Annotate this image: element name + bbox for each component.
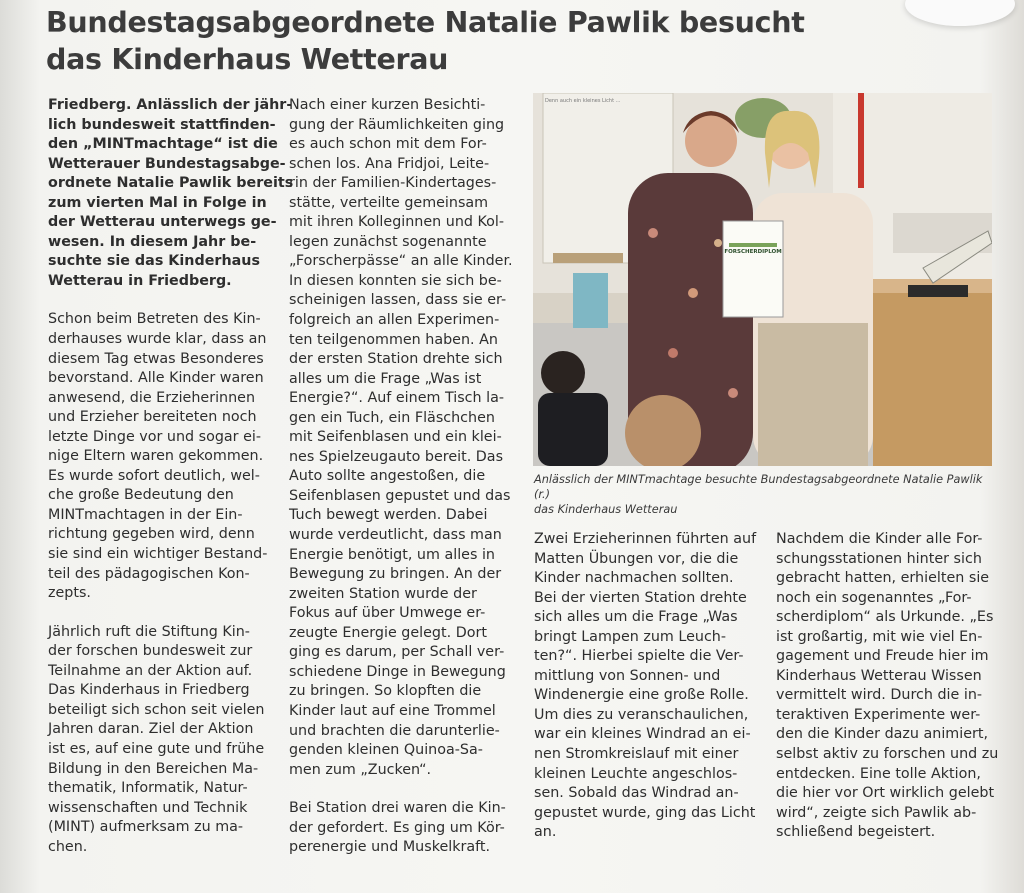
text-line: wird“, zeigte sich Pawlik ab- — [776, 804, 977, 821]
text-line: es auch schon mit dem For- — [289, 136, 487, 153]
text-line: Um dies zu veranschaulichen, — [534, 706, 749, 723]
paragraph — [776, 530, 998, 843]
text-line: Zwei Erzieherinnen führten auf — [534, 531, 757, 547]
article-column-1 — [48, 96, 293, 876]
text-line: Kinder laut auf eine Trommel — [289, 702, 496, 719]
text-line: Wetterauer Bundestagsabge- — [48, 155, 286, 172]
article-column-3 — [534, 530, 756, 862]
text-line: die hier vor Ort wirklich gelebt — [776, 785, 995, 802]
text-line: ist es, auf eine gute und frühe — [48, 740, 265, 757]
text-line: mit ihren Kolleginnen und Kol- — [289, 214, 505, 231]
article-column-2 — [289, 96, 513, 877]
text-line: stätte, verteilte gemeinsam — [289, 194, 489, 211]
text-line: derhauses wurde klar, dass an — [48, 331, 267, 348]
headline-line-1: Bundestagsabgeordnete Natalie Pawlik besucht — [46, 6, 805, 39]
paragraph — [289, 96, 513, 780]
text-line: Bildung in den Bereichen Ma- — [48, 760, 259, 777]
text-line: wurde verdeutlicht, dass man — [289, 527, 502, 544]
text-line: ten?“. Hierbei spielte die Ver- — [534, 648, 744, 665]
svg-text:Denn auch ein kleines Licht ..: Denn auch ein kleines Licht ... — [545, 98, 621, 104]
text-line: In diesen konnten sie sich be- — [289, 272, 502, 289]
text-line: vermittelt wird. Durch die in- — [776, 687, 983, 704]
paragraph — [289, 799, 513, 858]
text-line: noch ein sogenanntes „For- — [776, 589, 972, 606]
text-line: beteiligt sich schon seit vielen — [48, 701, 265, 718]
text-line: legen zunächst sogenannte — [289, 233, 487, 250]
text-line: der Wetterau unterwegs ge- — [48, 214, 277, 231]
text-line: nes Spielzeugauto bereit. Das — [289, 448, 504, 465]
text-line: war ein kleines Windrad an ei- — [534, 726, 751, 743]
text-line: Bei Station drei waren die Kin- — [289, 800, 506, 817]
article-column-4 — [776, 530, 998, 862]
text-line: diesem Tag etwas Besonderes — [48, 350, 264, 367]
text-line: (MINT) aufmerksam zu ma- — [48, 819, 244, 836]
photo-caption — [534, 472, 994, 517]
text-line: genden kleinen Quinoa-Sa- — [289, 742, 483, 759]
text-line: „Forscherpässe“ an alle Kinder. — [289, 253, 513, 270]
text-line: teil des pädagogischen Kon- — [48, 565, 250, 582]
text-line: alles um die Frage „Was ist — [289, 370, 482, 387]
text-line: zeugte Energie gelegt. Dort — [289, 624, 487, 641]
text-line: der ersten Station drehte sich — [289, 351, 503, 368]
text-line: Auto sollte angestoßen, die — [289, 468, 486, 485]
text-line: Jahren daran. Ziel der Aktion — [48, 721, 254, 738]
text-line: ging es darum, per Schall ver- — [289, 644, 505, 661]
text-line: gen ein Tuch, ein Fläschchen — [289, 409, 495, 426]
text-line: sen. Sobald das Windrad an- — [534, 785, 739, 802]
text-line: Teilnahme an der Aktion auf. — [48, 662, 253, 679]
text-line: scherdiplom“ als Urkunde. „Es — [776, 609, 994, 626]
text-line: mit Seifenblasen und ein klei- — [289, 429, 502, 446]
text-line: bevorstand. Alle Kinder waren — [48, 370, 264, 387]
text-line: richtung gegeben wird, denn — [48, 526, 255, 543]
text-line: Fokus auf über Umwege er- — [289, 605, 486, 622]
article-headline — [46, 4, 846, 78]
text-line: Windenergie eine große Rolle. — [534, 687, 749, 704]
text-line: chen. — [48, 838, 88, 855]
text-line: nen Stromkreislauf mit einer — [534, 746, 739, 763]
text-line: Tuch bewegt werden. Dabei — [289, 507, 488, 524]
text-line: entdecken. Eine tolle Aktion, — [776, 765, 981, 782]
text-line: scheinigen lassen, dass sie er- — [289, 292, 507, 309]
caption-line-2: das Kinderhaus Wetterau — [534, 503, 678, 516]
text-line: Matten Übungen vor, die die — [534, 550, 739, 567]
paragraph — [48, 310, 293, 603]
text-line: selbst aktiv zu forschen und zu — [776, 746, 999, 763]
text-line: che große Bedeutung den — [48, 487, 234, 504]
paragraph — [48, 623, 293, 858]
text-line: zum vierten Mal in Folge in — [48, 194, 267, 211]
text-line: gebracht hatten, erhielten sie — [776, 570, 990, 587]
caption-line-1: Anlässlich der MINTmachtage besuchte Bundestagsabgeordnete Natalie Pawlik (r.) — [534, 473, 983, 501]
text-line: teraktiven Experimente wer- — [776, 706, 981, 723]
text-line: Bei der vierten Station drehte — [534, 589, 747, 606]
text-line: Kinder nachmachen sollten. — [534, 570, 734, 587]
text-line: wesen. In diesem Jahr be- — [48, 233, 257, 250]
text-line: men zum „Zucken“. — [289, 761, 432, 778]
text-line: schen los. Ana Fridjoi, Leite- — [289, 155, 490, 172]
text-line: Nach einer kurzen Besichti- — [289, 97, 486, 113]
text-line: ten teilgenommen haben. An — [289, 331, 498, 348]
lead-paragraph — [48, 96, 293, 291]
text-line: der gefordert. Es ging um Kör- — [289, 819, 505, 836]
text-line: wissenschaften und Technik — [48, 799, 248, 816]
text-line: und brachten die darunterlie- — [289, 722, 500, 739]
text-line: der forschen bundesweit zur — [48, 643, 253, 660]
text-line: nige Eltern waren gekommen. — [48, 448, 264, 465]
text-line: zweiten Station wurde der — [289, 585, 477, 602]
text-line: sich alles um die Frage „Was — [534, 609, 738, 626]
text-line: den „MINTmachtage“ ist die — [48, 136, 278, 153]
text-line: suchte sie das Kinderhaus — [48, 253, 260, 270]
text-line: ist großartig, mit wie viel En- — [776, 628, 983, 645]
text-line: Es wurde sofort deutlich, wel- — [48, 467, 260, 484]
text-line: Das Kinderhaus in Friedberg — [48, 682, 250, 699]
text-line: perenergie und Muskelkraft. — [289, 839, 491, 856]
headline-line-2: das Kinderhaus Wetterau — [46, 43, 449, 76]
text-line: rin der Familien-Kindertages- — [289, 175, 497, 192]
text-line: MINTmachtagen in der Ein- — [48, 506, 243, 523]
text-line: gepustet wurde, ging das Licht — [534, 804, 756, 821]
text-line: Energie benötigt, um alles in — [289, 546, 495, 563]
photo-illustration — [533, 93, 992, 466]
diploma-title: FORSCHERDIPLOM — [724, 249, 782, 255]
text-line: schiedene Dinge in Bewegung — [289, 663, 506, 680]
text-line: zepts. — [48, 585, 91, 602]
text-line: gagement und Freude hier im — [776, 648, 989, 665]
text-line: an. — [534, 824, 557, 841]
text-line: Kinderhaus Wetterau Wissen — [776, 667, 982, 684]
text-line: folgreich an allen Experimen- — [289, 312, 500, 329]
text-line: bringt Lampen zum Leuch- — [534, 628, 727, 645]
text-line: Jährlich ruft die Stiftung Kin- — [48, 623, 250, 640]
text-line: schungsstationen hinter sich — [776, 550, 982, 567]
text-line: ordnete Natalie Pawlik bereits — [48, 175, 294, 192]
text-line: Friedberg. Anlässlich der jähr- — [48, 97, 293, 113]
text-line: Energie?“. Auf einem Tisch la- — [289, 390, 505, 407]
text-line: und Erzieher bereiteten noch — [48, 409, 257, 426]
text-line: sie sind ein wichtiger Bestand- — [48, 546, 268, 563]
text-line: anwesend, die Erzieherinnen — [48, 389, 256, 406]
text-line: thematik, Informatik, Natur- — [48, 780, 248, 797]
text-line: schließend begeistert. — [776, 824, 936, 841]
text-line: kleinen Leuchte angeschlos- — [534, 765, 738, 782]
text-line: Wetterau in Friedberg. — [48, 272, 232, 289]
text-line: letzte Dinge vor und sogar ei- — [48, 428, 262, 445]
text-line: zu bringen. So klopften die — [289, 683, 482, 700]
text-line: Nachdem die Kinder alle For- — [776, 531, 983, 547]
text-line: Schon beim Betreten des Kin- — [48, 311, 261, 328]
text-line: gung der Räumlichkeiten ging — [289, 116, 505, 133]
page-corner-object — [905, 0, 1015, 26]
text-line: Seifenblasen gepustet und das — [289, 487, 511, 504]
text-line: Bewegung zu bringen. An der — [289, 566, 502, 583]
paragraph — [534, 530, 756, 843]
text-line: lich bundesweit stattfinden- — [48, 116, 276, 133]
text-line: den die Kinder dazu animiert, — [776, 726, 989, 743]
text-line: mittlung von Sonnen- und — [534, 667, 721, 684]
article-photo — [533, 93, 992, 466]
